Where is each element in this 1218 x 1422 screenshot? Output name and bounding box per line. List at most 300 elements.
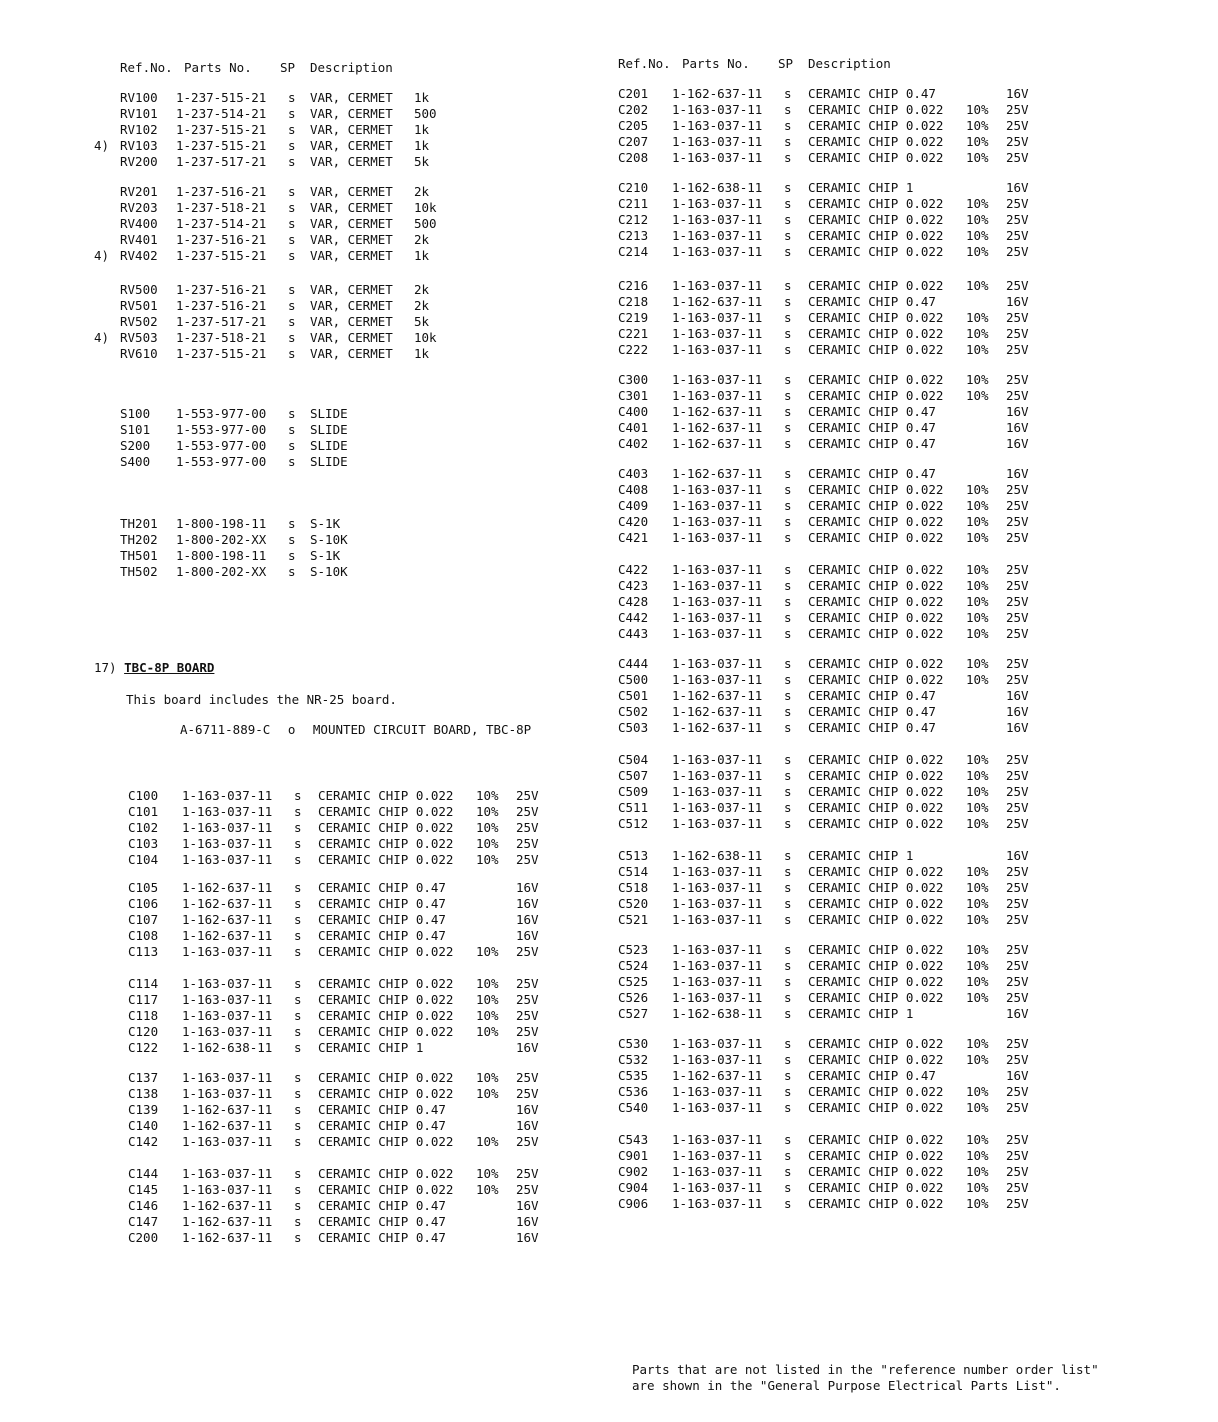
cell-part: 1-163-037-11 [182, 944, 273, 959]
cell-ref: C525 [618, 974, 649, 989]
cell-part: 1-163-037-11 [672, 672, 763, 687]
cell-sp: s [784, 720, 792, 735]
cell-tol: 10% [966, 1196, 989, 1211]
cell-part: 1-163-037-11 [672, 134, 763, 149]
cell-sp: s [288, 516, 296, 531]
cell-ref: RV500 [120, 282, 158, 297]
cell-desc: CERAMIC CHIP 0.022 [808, 228, 944, 243]
cell-ref: TH201 [120, 516, 158, 531]
cell-tol: 10% [966, 896, 989, 911]
cell-sp: s [288, 248, 296, 263]
cell-ref: RV401 [120, 232, 158, 247]
cell-val: 2k [414, 184, 430, 199]
cell-tol: 10% [966, 228, 989, 243]
cell-ref: C901 [618, 1148, 649, 1163]
cell-desc: CERAMIC CHIP 0.022 [808, 990, 944, 1005]
cell-desc: CERAMIC CHIP 0.022 [808, 372, 944, 387]
cell-volt: 25V [1006, 672, 1029, 687]
cell-part: 1-163-037-11 [672, 610, 763, 625]
cell-volt: 25V [516, 788, 539, 803]
cell-sp: s [784, 816, 792, 831]
cell-tol: 10% [476, 944, 499, 959]
cell-volt: 16V [1006, 180, 1029, 195]
cell-part: 1-163-037-11 [672, 118, 763, 133]
cell-part: 1-162-637-11 [672, 688, 763, 703]
cell-part: 1-237-516-21 [176, 232, 267, 247]
cell-mark: 4) [94, 248, 110, 263]
cell-ref: RV100 [120, 90, 158, 105]
cell-sp: s [784, 990, 792, 1005]
cell-volt: 25V [1006, 1100, 1029, 1115]
cell-ref: C504 [618, 752, 649, 767]
cell-sp: s [784, 1006, 792, 1021]
cell-volt: 25V [1006, 880, 1029, 895]
cell-sp: s [784, 1052, 792, 1067]
cell-desc: VAR, CERMET [310, 314, 393, 329]
cell-ref: C118 [128, 1008, 159, 1023]
cell-sp: s [294, 1070, 302, 1085]
cell-volt: 16V [516, 1230, 539, 1245]
cell-volt: 25V [516, 1024, 539, 1039]
cell-tol: 10% [966, 1052, 989, 1067]
cell-ref: C444 [618, 656, 649, 671]
cell-sp: s [784, 594, 792, 609]
cell-volt: 25V [1006, 800, 1029, 815]
cell-desc: CERAMIC CHIP 0.47 [318, 1214, 446, 1229]
cell-desc: CERAMIC CHIP 0.022 [318, 976, 454, 991]
cell-volt: 16V [516, 912, 539, 927]
cell-volt: 25V [1006, 530, 1029, 545]
cell-part: 1-162-637-11 [182, 1214, 273, 1229]
cell-ref: RV203 [120, 200, 158, 215]
cell-volt: 25V [516, 820, 539, 835]
cell-desc: CERAMIC CHIP 0.47 [808, 86, 936, 101]
cell-sp: s [784, 310, 792, 325]
cell-val: 500 [414, 106, 437, 121]
cell-sp: s [288, 106, 296, 121]
cell-desc: SLIDE [310, 438, 348, 453]
sp-code: o [287, 722, 296, 737]
cell-volt: 16V [1006, 1006, 1029, 1021]
cell-desc: VAR, CERMET [310, 282, 393, 297]
cell-val: 5k [414, 314, 430, 329]
cell-sp: s [784, 768, 792, 783]
cell-ref: C114 [128, 976, 159, 991]
cell-sp: s [294, 992, 302, 1007]
cell-ref: C902 [618, 1164, 649, 1179]
cell-part: 1-162-637-11 [672, 420, 763, 435]
cell-desc: CERAMIC CHIP 0.022 [808, 530, 944, 545]
cell-sp: s [294, 976, 302, 991]
cell-desc: VAR, CERMET [310, 200, 393, 215]
cell-desc: CERAMIC CHIP 1 [808, 180, 914, 195]
cell-tol: 10% [966, 134, 989, 149]
cell-part: 1-163-037-11 [672, 1100, 763, 1115]
cell-ref: C122 [128, 1040, 159, 1055]
cell-tol: 10% [966, 578, 989, 593]
cell-sp: s [784, 974, 792, 989]
cell-ref: C402 [618, 436, 649, 451]
cell-desc: CERAMIC CHIP 0.022 [808, 912, 944, 927]
cell-ref: RV502 [120, 314, 158, 329]
cell-part: 1-163-037-11 [672, 1036, 763, 1051]
cell-sp: s [288, 454, 296, 469]
cell-desc: CERAMIC CHIP 0.022 [808, 212, 944, 227]
cell-volt: 25V [1006, 896, 1029, 911]
cell-ref: RV503 [120, 330, 158, 345]
cell-ref: C147 [128, 1214, 159, 1229]
cell-sp: s [784, 896, 792, 911]
cell-tol: 10% [966, 912, 989, 927]
cell-part: 1-163-037-11 [672, 800, 763, 815]
cell-desc: VAR, CERMET [310, 90, 393, 105]
cell-sp: s [784, 784, 792, 799]
cell-ref: C535 [618, 1068, 649, 1083]
cell-sp: s [294, 1040, 302, 1055]
cell-volt: 25V [1006, 482, 1029, 497]
cell-sp: s [784, 1084, 792, 1099]
cell-desc: S-1K [310, 548, 341, 563]
cell-desc: CERAMIC CHIP 0.022 [808, 768, 944, 783]
cell-volt: 25V [516, 1166, 539, 1181]
cell-val: 1k [414, 346, 430, 361]
cell-ref: C201 [618, 86, 649, 101]
cell-tol: 10% [966, 278, 989, 293]
cell-desc: CERAMIC CHIP 0.022 [318, 1166, 454, 1181]
cell-ref: C113 [128, 944, 159, 959]
cell-ref: C140 [128, 1118, 159, 1133]
cell-desc: VAR, CERMET [310, 232, 393, 247]
cell-desc: CERAMIC CHIP 0.47 [318, 1118, 446, 1133]
cell-volt: 25V [1006, 752, 1029, 767]
cell-tol: 10% [966, 388, 989, 403]
cell-sp: s [294, 928, 302, 943]
cell-sp: s [784, 848, 792, 863]
cell-ref: RV610 [120, 346, 158, 361]
cell-tol: 10% [966, 974, 989, 989]
cell-part: 1-163-037-11 [672, 896, 763, 911]
cell-ref: C536 [618, 1084, 649, 1099]
cell-tol: 10% [966, 562, 989, 577]
cell-part: 1-163-037-11 [672, 212, 763, 227]
cell-sp: s [784, 958, 792, 973]
cell-part: 1-162-637-11 [672, 720, 763, 735]
cell-tol: 10% [966, 990, 989, 1005]
cell-sp: s [288, 532, 296, 547]
cell-volt: 25V [1006, 864, 1029, 879]
cell-part: 1-163-037-11 [182, 1134, 273, 1149]
cell-ref: C512 [618, 816, 649, 831]
cell-desc: CERAMIC CHIP 0.47 [318, 1230, 446, 1245]
cell-desc: CERAMIC CHIP 0.022 [808, 244, 944, 259]
cell-sp: s [294, 836, 302, 851]
cell-tol: 10% [966, 800, 989, 815]
cell-part: 1-163-037-11 [672, 974, 763, 989]
cell-desc: CERAMIC CHIP 0.022 [808, 896, 944, 911]
cell-part: 1-162-637-11 [182, 880, 273, 895]
cell-tol: 10% [966, 942, 989, 957]
cell-part: 1-163-037-11 [182, 1070, 273, 1085]
cell-desc: CERAMIC CHIP 0.022 [808, 1148, 944, 1163]
cell-tol: 10% [966, 672, 989, 687]
cell-volt: 25V [1006, 118, 1029, 133]
cell-ref: C138 [128, 1086, 159, 1101]
cell-ref: C219 [618, 310, 649, 325]
cell-volt: 25V [1006, 1196, 1029, 1211]
cell-part: 1-237-515-21 [176, 346, 267, 361]
cell-sp: s [784, 1036, 792, 1051]
cell-part: 1-800-202-XX [176, 532, 267, 547]
cell-part: 1-237-514-21 [176, 216, 267, 231]
cell-part: 1-163-037-11 [672, 990, 763, 1005]
cell-sp: s [784, 372, 792, 387]
cell-desc: CERAMIC CHIP 0.47 [808, 466, 936, 481]
cell-sp: s [288, 184, 296, 199]
cell-sp: s [784, 800, 792, 815]
cell-part: 1-237-515-21 [176, 248, 267, 263]
cell-part: 1-162-637-11 [182, 912, 273, 927]
cell-val: 5k [414, 154, 430, 169]
cell-sp: s [784, 1148, 792, 1163]
cell-part: 1-163-037-11 [672, 326, 763, 341]
cell-val: 2k [414, 232, 430, 247]
cell-sp: s [784, 228, 792, 243]
cell-desc: CERAMIC CHIP 0.022 [318, 852, 454, 867]
cell-sp: s [784, 498, 792, 513]
cell-tol: 10% [966, 594, 989, 609]
cell-ref: C524 [618, 958, 649, 973]
cell-volt: 16V [1006, 688, 1029, 703]
cell-volt: 25V [1006, 626, 1029, 641]
cell-volt: 25V [1006, 372, 1029, 387]
cell-ref: C102 [128, 820, 159, 835]
cell-part: 1-162-638-11 [672, 180, 763, 195]
cell-tol: 10% [966, 1036, 989, 1051]
cell-part: 1-163-037-11 [182, 1024, 273, 1039]
cell-desc: CERAMIC CHIP 0.022 [318, 1008, 454, 1023]
cell-ref: RV200 [120, 154, 158, 169]
cell-sp: s [784, 134, 792, 149]
cell-volt: 16V [1006, 720, 1029, 735]
cell-volt: 25V [1006, 610, 1029, 625]
cell-tol: 10% [966, 150, 989, 165]
cell-tol: 10% [476, 1134, 499, 1149]
cell-part: 1-163-037-11 [672, 228, 763, 243]
cell-ref: C503 [618, 720, 649, 735]
cell-part: 1-237-518-21 [176, 200, 267, 215]
cell-ref: C443 [618, 626, 649, 641]
cell-tol: 10% [966, 752, 989, 767]
cell-desc: CERAMIC CHIP 0.022 [808, 1164, 944, 1179]
cell-ref: C530 [618, 1036, 649, 1051]
cell-ref: C213 [618, 228, 649, 243]
cell-sp: s [784, 326, 792, 341]
cell-ref: C137 [128, 1070, 159, 1085]
cell-sp: s [784, 562, 792, 577]
cell-val: 1k [414, 138, 430, 153]
cell-part: 1-237-517-21 [176, 314, 267, 329]
cell-val: 10k [414, 330, 437, 345]
cell-sp: s [294, 1086, 302, 1101]
cell-part: 1-237-516-21 [176, 282, 267, 297]
cell-ref: C100 [128, 788, 159, 803]
cell-ref: C442 [618, 610, 649, 625]
cell-part: 1-163-037-11 [672, 626, 763, 641]
cell-desc: CERAMIC CHIP 0.47 [808, 1068, 936, 1083]
cell-desc: CERAMIC CHIP 0.47 [318, 880, 446, 895]
cell-desc: CERAMIC CHIP 0.022 [318, 804, 454, 819]
cell-ref: C101 [128, 804, 159, 819]
cell-sp: s [288, 406, 296, 421]
cell-volt: 25V [1006, 594, 1029, 609]
cell-part: 1-163-037-11 [672, 1164, 763, 1179]
header-parts-no: Parts No. [682, 56, 750, 71]
cell-part: 1-163-037-11 [672, 942, 763, 957]
cell-part: 1-162-637-11 [182, 928, 273, 943]
cell-ref: RV501 [120, 298, 158, 313]
cell-ref: C409 [618, 498, 649, 513]
cell-desc: CERAMIC CHIP 0.022 [808, 1052, 944, 1067]
cell-part: 1-163-037-11 [672, 482, 763, 497]
cell-tol: 10% [966, 310, 989, 325]
cell-sp: s [288, 90, 296, 105]
cell-ref: TH202 [120, 532, 158, 547]
cell-desc: CERAMIC CHIP 1 [808, 1006, 914, 1021]
cell-desc: CERAMIC CHIP 0.022 [808, 562, 944, 577]
cell-ref: RV102 [120, 122, 158, 137]
cell-volt: 25V [1006, 310, 1029, 325]
header-ref-no: Ref.No. [618, 56, 671, 71]
cell-ref: C120 [128, 1024, 159, 1039]
cell-desc: CERAMIC CHIP 0.022 [808, 752, 944, 767]
cell-desc: CERAMIC CHIP 0.47 [318, 1102, 446, 1117]
cell-part: 1-162-638-11 [672, 848, 763, 863]
cell-sp: s [294, 944, 302, 959]
cell-ref: C532 [618, 1052, 649, 1067]
cell-tol: 10% [966, 768, 989, 783]
cell-volt: 25V [1006, 278, 1029, 293]
cell-ref: C422 [618, 562, 649, 577]
cell-ref: C520 [618, 896, 649, 911]
cell-part: 1-553-977-00 [176, 454, 267, 469]
cell-ref: TH501 [120, 548, 158, 563]
cell-volt: 25V [1006, 388, 1029, 403]
cell-ref: C105 [128, 880, 159, 895]
cell-part: 1-237-516-21 [176, 184, 267, 199]
cell-desc: CERAMIC CHIP 0.022 [808, 196, 944, 211]
cell-part: 1-162-637-11 [672, 1068, 763, 1083]
cell-part: 1-163-037-11 [672, 784, 763, 799]
cell-ref: C523 [618, 942, 649, 957]
cell-part: 1-163-037-11 [182, 976, 273, 991]
cell-ref: C214 [618, 244, 649, 259]
cell-ref: C144 [128, 1166, 159, 1181]
cell-volt: 25V [516, 804, 539, 819]
cell-volt: 16V [1006, 466, 1029, 481]
cell-tol: 10% [966, 1100, 989, 1115]
cell-part: 1-163-037-11 [672, 562, 763, 577]
cell-volt: 25V [1006, 326, 1029, 341]
cell-tol: 10% [476, 788, 499, 803]
part-number: A-6711-889-C [180, 722, 271, 737]
cell-desc: CERAMIC CHIP 0.022 [808, 1180, 944, 1195]
cell-sp: s [288, 122, 296, 137]
cell-part: 1-163-037-11 [182, 1086, 273, 1101]
cell-part: 1-163-037-11 [182, 820, 273, 835]
cell-desc: CERAMIC CHIP 0.022 [808, 594, 944, 609]
cell-sp: s [294, 1182, 302, 1197]
cell-volt: 25V [1006, 514, 1029, 529]
cell-tol: 10% [966, 626, 989, 641]
cell-desc: CERAMIC CHIP 0.022 [808, 974, 944, 989]
cell-sp: s [784, 278, 792, 293]
cell-sp: s [784, 388, 792, 403]
cell-ref: C420 [618, 514, 649, 529]
cell-sp: s [784, 1068, 792, 1083]
cell-sp: s [294, 1198, 302, 1213]
cell-sp: s [288, 298, 296, 313]
cell-desc: S-10K [310, 564, 348, 579]
cell-part: 1-163-037-11 [672, 958, 763, 973]
cell-ref: C212 [618, 212, 649, 227]
cell-sp: s [784, 212, 792, 227]
cell-volt: 25V [516, 1134, 539, 1149]
cell-desc: VAR, CERMET [310, 330, 393, 345]
cell-ref: S101 [120, 422, 151, 437]
cell-ref: C507 [618, 768, 649, 783]
cell-desc: VAR, CERMET [310, 122, 393, 137]
cell-sp: s [288, 330, 296, 345]
cell-ref: S100 [120, 406, 151, 421]
section-number: 17) [94, 660, 117, 675]
cell-ref: C222 [618, 342, 649, 357]
cell-sp: s [784, 626, 792, 641]
cell-desc: CERAMIC CHIP 0.022 [318, 1134, 454, 1149]
cell-tol: 10% [476, 804, 499, 819]
cell-volt: 25V [1006, 134, 1029, 149]
section-title: TBC-8P BOARD [124, 660, 215, 675]
cell-ref: C207 [618, 134, 649, 149]
cell-ref: C202 [618, 102, 649, 117]
cell-sp: s [288, 548, 296, 563]
cell-sp: s [294, 788, 302, 803]
cell-part: 1-163-037-11 [672, 1052, 763, 1067]
cell-ref: C300 [618, 372, 649, 387]
cell-desc: CERAMIC CHIP 0.022 [808, 278, 944, 293]
cell-volt: 25V [1006, 974, 1029, 989]
cell-sp: s [784, 514, 792, 529]
cell-desc: CERAMIC CHIP 0.47 [808, 294, 936, 309]
mounted-board-row [180, 722, 531, 737]
cell-part: 1-163-037-11 [182, 1182, 273, 1197]
cell-ref: TH502 [120, 564, 158, 579]
cell-sp: s [784, 118, 792, 133]
cell-part: 1-163-037-11 [672, 1148, 763, 1163]
cell-sp: s [784, 342, 792, 357]
cell-part: 1-163-037-11 [672, 530, 763, 545]
cell-part: 1-162-637-11 [182, 1118, 273, 1133]
cell-volt: 25V [1006, 1036, 1029, 1051]
cell-desc: CERAMIC CHIP 0.47 [808, 688, 936, 703]
cell-volt: 25V [1006, 1052, 1029, 1067]
cell-volt: 25V [1006, 342, 1029, 357]
cell-part: 1-237-517-21 [176, 154, 267, 169]
cell-tol: 10% [966, 656, 989, 671]
cell-part: 1-162-638-11 [672, 1006, 763, 1021]
cell-sp: s [288, 200, 296, 215]
cell-ref: C421 [618, 530, 649, 545]
cell-part: 1-163-037-11 [672, 388, 763, 403]
